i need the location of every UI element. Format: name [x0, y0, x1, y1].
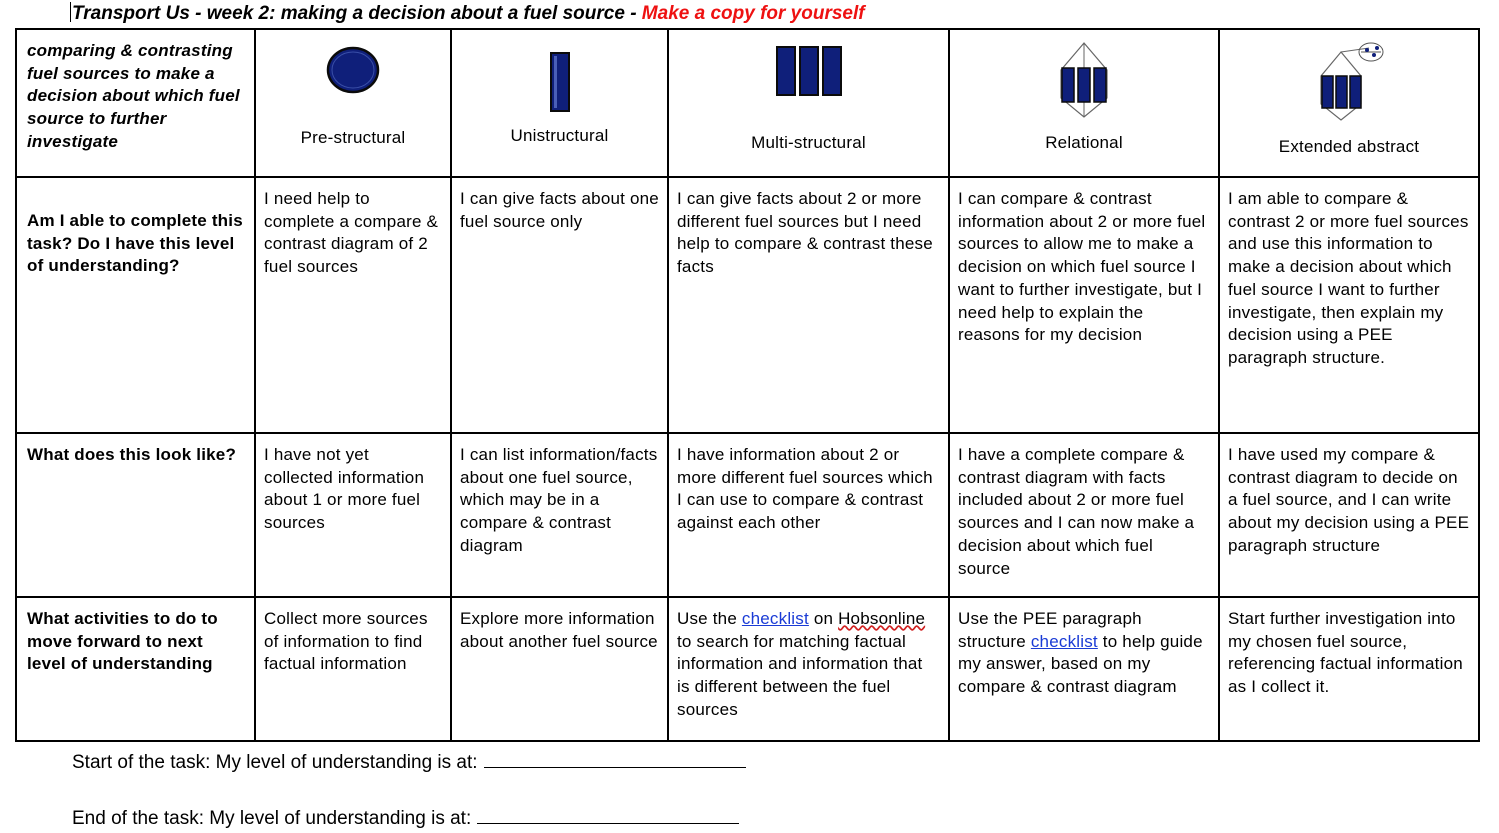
pee-checklist-link[interactable]: checklist [1030, 631, 1098, 651]
table-cell: Use the PEE paragraph structure checklist to help guide my answer, based on my compare & contrast diagram [949, 597, 1219, 741]
row-heading: What does this look like? [16, 433, 255, 597]
table-cell: Collect more sources of information to find factual information [255, 597, 451, 741]
table-cell: I have used my compare & contrast diagram to decide on a fuel source, and I can write about my decision using a PEE paragraph structure [1219, 433, 1479, 597]
extended-bars-icon [1307, 42, 1391, 122]
title-highlight: Make a copy for yourself [641, 3, 865, 24]
table-cell: I can give facts about 2 or more different fuel sources but I need help to compare & contrast these facts [668, 177, 949, 433]
level-label: Multi-structural [751, 133, 866, 152]
spellcheck-word: Hobsonline [838, 609, 926, 628]
table-cell: Use the checklist on Hobsonline to search for matching factual information and information that is different between the fuel sources [668, 597, 949, 741]
start-level-blank[interactable] [484, 751, 746, 768]
checklist-link[interactable]: checklist [741, 609, 809, 628]
level-unistructural [451, 29, 668, 177]
table-cell: I can compare & contrast information about 2 or more fuel sources to allow me to make a decision on which fuel source I want to further investigate, but I need help to explain the reasons for my decision [949, 177, 1219, 433]
level-extended-abstract [1219, 29, 1479, 177]
row-heading: What activities to do to move forward to next level of understanding [16, 597, 255, 741]
table-cell: I have not yet collected information about 1 or more fuel sources [255, 433, 451, 597]
table-cell: Explore more information about another fuel source [451, 597, 668, 741]
circle-icon [324, 44, 382, 96]
level-relational [949, 29, 1219, 177]
table-cell: I need help to complete a compare & contrast diagram of 2 fuel sources [255, 177, 451, 433]
level-label: Extended abstract [1278, 137, 1420, 156]
document-title [70, 2, 865, 25]
three-bars-icon [774, 44, 844, 100]
text-cursor [70, 2, 71, 22]
corner-cell: comparing & contrasting fuel sources to make a decision about which fuel source to further investigate [16, 29, 255, 177]
table-cell: I am able to compare & contrast 2 or more fuel sources and use this information to make a decision about which fuel source I want to further investigate, then explain my decision using a PEE paragraph structure. [1219, 177, 1479, 433]
linked-bars-icon [1049, 40, 1119, 120]
level-label: Relational [1045, 133, 1123, 152]
start-level-line: Start of the task: My level of understanding is at: [72, 751, 746, 774]
table-cell: Start further investigation into my chosen fuel source, referencing factual information as I collect it. [1219, 597, 1479, 741]
level-label: Unistructural [510, 126, 609, 145]
table-row [16, 433, 1479, 597]
table-row [16, 597, 1479, 741]
title-main: Transport Us - week 2: making a decision about a fuel source - [72, 3, 642, 24]
row-heading: Am I able to complete this task? Do I have this level of understanding? [16, 177, 255, 433]
table-cell: I have a complete compare & contrast diagram with facts included about 2 or more fuel sources and I can now make a decision about which fuel source [949, 433, 1219, 597]
single-bar-icon [545, 50, 575, 114]
end-level-line: End of the task: My level of understanding is at: [72, 807, 739, 830]
end-level-blank[interactable] [477, 807, 739, 824]
table-cell: I have information about 2 or more different fuel sources which I can use to compare & contrast against each other [668, 433, 949, 597]
table-cell: I can list information/facts about one fuel source, which may be in a compare & contrast diagram [451, 433, 668, 597]
header-row [16, 29, 1479, 177]
level-multistructural [668, 29, 949, 177]
table-cell: I can give facts about one fuel source only [451, 177, 668, 433]
level-label: Pre-structural [300, 128, 406, 147]
solo-rubric-table [15, 28, 1480, 742]
table-row [16, 177, 1479, 433]
level-prestructural [255, 29, 451, 177]
